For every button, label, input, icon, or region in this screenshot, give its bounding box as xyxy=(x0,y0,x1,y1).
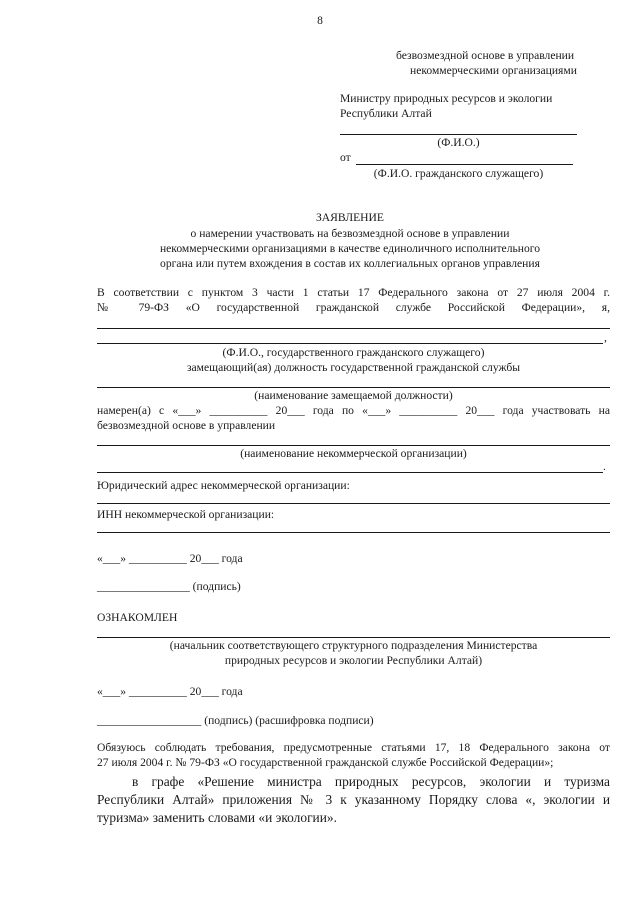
p1-line-1: В соответствии с пунктом 3 части 1 статьи 17 Федерального закона от 27 июля 2004 г. xyxy=(97,286,610,299)
period-mark: . xyxy=(603,460,606,473)
fio-line xyxy=(340,134,577,135)
blank-line xyxy=(97,387,610,388)
head-caption-1: (начальник соответствующего структурного подразделения Министерства xyxy=(169,639,538,652)
amendment-line-1: в графе «Решение министра природных ресурсов, экологии и туризма xyxy=(132,774,610,789)
obligation-line-1: Обязуюсь соблюдать требования, предусмотренные статьями 17, 18 Федерального закона от xyxy=(97,741,610,754)
header-line-2: некоммерческими организациями xyxy=(410,64,577,77)
blank-line xyxy=(97,532,610,533)
recipient-line-2: Республики Алтай xyxy=(340,107,432,120)
obligation-line-2: 27 июля 2004 г. № 79-ФЗ «О государственной гражданской службе Российской Федерации»; xyxy=(97,756,554,769)
fio-servant-caption: (Ф.И.О., государственного гражданского служащего) xyxy=(222,346,485,359)
free-basis-line: безвозмездной основе в управлении xyxy=(97,419,276,432)
from-line xyxy=(356,164,573,165)
title-sub-2: некоммерческими организациями в качестве единоличного исполнительного xyxy=(159,242,541,255)
title-sub-3: органа или путем вхождения в состав их коллегиальных органов управления xyxy=(160,257,540,270)
document-title: ЗАЯВЛЕНИЕ xyxy=(316,211,384,224)
amendment-line-3: туризма» заменить словами «и экологии». xyxy=(97,810,337,825)
blank-line xyxy=(97,328,610,329)
signature-2: __________________ (подпись) (расшифровка подписи) xyxy=(97,714,374,727)
page-number: 8 xyxy=(317,14,323,27)
position-caption: (наименование замещаемой должности) xyxy=(254,389,453,402)
p1-line-2: № 79-ФЗ «О государственной гражданской службе Российской Федерации», я, xyxy=(97,301,610,314)
blank-line xyxy=(97,637,610,638)
signature-1: ________________ (подпись) xyxy=(97,580,241,593)
date-1: «___» __________ 20___ года xyxy=(97,552,243,565)
blank-line xyxy=(97,445,610,446)
blank-line xyxy=(97,503,610,504)
acquainted-heading: ОЗНАКОМЛЕН xyxy=(97,611,178,624)
amendment-line-2: Республики Алтай» приложения № 3 к указанному Порядку слова «, экологии и xyxy=(97,792,610,807)
from-caption: (Ф.И.О. гражданского служащего) xyxy=(373,167,544,180)
title-sub-1: о намерении участвовать на безвозмездной основе в управлении xyxy=(190,227,510,240)
intend-line: намерен(а) с «___» __________ 20___ года по «___» __________ 20___ года участвовать на xyxy=(97,404,610,417)
comma-mark: , xyxy=(604,331,607,344)
date-2: «___» __________ 20___ года xyxy=(97,685,243,698)
header-line-1: безвозмездной основе в управлении xyxy=(396,49,575,62)
inn-label: ИНН некоммерческой организации: xyxy=(97,508,275,521)
address-label: Юридический адрес некоммерческой организации: xyxy=(97,479,350,492)
recipient-line-1: Министру природных ресурсов и экологии xyxy=(340,92,553,105)
position-line: замещающий(ая) должность государственной гражданской службы xyxy=(186,361,521,374)
from-label: от xyxy=(340,151,351,164)
blank-line xyxy=(97,343,603,344)
head-caption-2: природных ресурсов и экологии Республики Алтай) xyxy=(224,654,483,667)
org-caption: (наименование некоммерческой организации) xyxy=(240,447,467,460)
fio-caption: (Ф.И.О.) xyxy=(437,136,480,149)
blank-line xyxy=(97,472,603,473)
